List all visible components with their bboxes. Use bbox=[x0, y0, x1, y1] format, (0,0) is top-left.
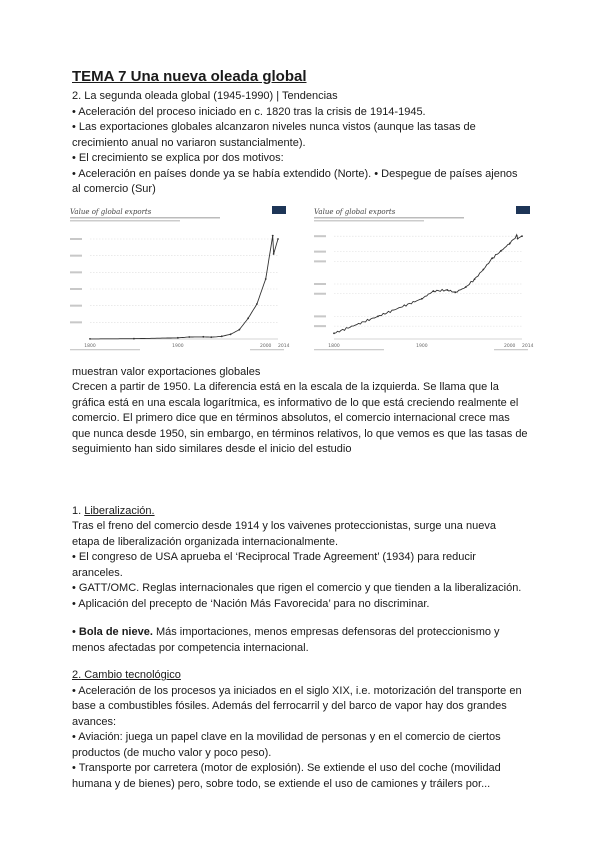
text-line: • El congreso de USA aprueba el ‘Reciprocal Trade Agreement’ (1934) para reducir bbox=[72, 551, 476, 563]
chart-y-tick-label bbox=[314, 250, 326, 252]
chart-x-tick-label: 1900 bbox=[172, 343, 184, 349]
chart-subtitle-line bbox=[70, 217, 220, 219]
chart-data-point bbox=[521, 235, 523, 237]
chart-data-point bbox=[446, 289, 448, 291]
chart-title: Value of global exports bbox=[70, 207, 152, 216]
text-line: • El crecimiento se explica por dos motivos: bbox=[72, 152, 284, 164]
text-line: • GATT/OMC. Reglas internacionales que rigen el comercio y que tienden a la liberalización. bbox=[72, 582, 522, 594]
text-line: Tras el freno del comercio desde 1914 y los vaivenes proteccionistas, surge una nueva bbox=[72, 520, 496, 532]
text-line: que nunca desde 1950, sin embargo, en términos relativos, lo que vemos es que las tasas de bbox=[72, 427, 528, 440]
chart-logo-badge bbox=[272, 206, 286, 214]
chart-y-tick-label bbox=[70, 254, 82, 256]
chart-x-tick-label: 1800 bbox=[84, 343, 96, 349]
chart-data-point bbox=[265, 278, 267, 280]
chart-series-line bbox=[90, 235, 278, 338]
chart-x-tick-label: 1900 bbox=[416, 343, 428, 349]
chart-license-note bbox=[250, 349, 284, 350]
chart-data-point bbox=[210, 336, 212, 338]
text-line: • Las exportaciones globales alcanzaron niveles nunca vistos (aunque las tasas de bbox=[72, 121, 476, 133]
chart-data-point bbox=[516, 234, 518, 236]
text-line: • Aplicación del precepto de ‘Nación Más Favorecida’ para no discriminar. bbox=[72, 597, 430, 610]
intro-block bbox=[72, 105, 534, 198]
text-line: humana y de bienes) pero, sobre todo, se extiende el uso de camiones y tráilers por... bbox=[72, 777, 491, 790]
chart-source-note bbox=[70, 349, 140, 350]
chart-data-point bbox=[247, 317, 249, 319]
chart-x-tick-label: 1800 bbox=[328, 343, 340, 349]
chart-linear-svg bbox=[64, 203, 290, 355]
text-line: Crecen a partir de 1950. La diferencia está en la escala de la izquierda. Se llama que la bbox=[72, 381, 499, 393]
chart-data-point bbox=[465, 286, 467, 288]
text-line: crecimiento anual no variaron sustancialmente). bbox=[72, 136, 306, 149]
page-title: TEMA 7 Una nueva oleada global bbox=[72, 68, 307, 85]
snowball-text: Más importaciones, menos empresas defensoras del proteccionismo y bbox=[152, 626, 500, 638]
bullet: • bbox=[72, 626, 79, 638]
explanation-block bbox=[72, 380, 534, 458]
chart-data-point bbox=[133, 337, 135, 339]
text-line: productos (de mucho valor y poco peso). bbox=[72, 746, 272, 759]
chart-data-point bbox=[273, 253, 275, 255]
chart-y-tick-label bbox=[314, 283, 326, 285]
text-line: etapa de liberalización organizada internacionalmente. bbox=[72, 535, 339, 548]
chart-y-tick-label bbox=[314, 235, 326, 237]
chart-subtitle-line bbox=[314, 217, 464, 219]
text-line: avances: bbox=[72, 715, 117, 728]
chart-data-point bbox=[188, 336, 190, 338]
chart-data-point bbox=[454, 291, 456, 293]
section-1-title: Liberalización. bbox=[84, 504, 155, 517]
chart-y-tick-label bbox=[314, 292, 326, 294]
chart-caption: muestran valor exportaciones globales bbox=[72, 365, 261, 378]
chart-y-tick-label bbox=[70, 321, 82, 323]
chart-data-point bbox=[517, 237, 519, 239]
chart-data-point bbox=[221, 335, 223, 337]
section-1-heading bbox=[72, 504, 534, 520]
section-2-heading: 2. Cambio tecnológico bbox=[72, 669, 181, 681]
text-line: • Transporte por carretera (motor de explosión). Se extiende el uso del coche (movilidad bbox=[72, 762, 501, 774]
chart-y-tick-label bbox=[70, 288, 82, 290]
chart-y-tick-label bbox=[70, 271, 82, 273]
chart-logo-badge bbox=[516, 206, 530, 214]
chart-license-note bbox=[494, 349, 528, 350]
chart-subtitle-line bbox=[70, 220, 180, 222]
chart-data-point bbox=[377, 315, 379, 317]
text-line: comercio. El primero dice que en términos absolutos, el comercio internacional crece mas bbox=[72, 412, 510, 424]
text-line: • Aceleración en países donde ya se había extendido (Norte). • Despegue de países ajenos bbox=[72, 167, 518, 180]
chart-data-point bbox=[230, 333, 232, 335]
chart-data-point bbox=[432, 290, 434, 292]
section-1-body bbox=[72, 519, 534, 612]
chart-subtitle-line bbox=[314, 220, 424, 222]
chart-x-tick-label: 2014 bbox=[278, 343, 290, 349]
text-line: menos afectadas por competencia internacional. bbox=[72, 641, 309, 654]
chart-y-tick-label bbox=[70, 238, 82, 240]
chart-data-point bbox=[277, 238, 279, 240]
text-line: aranceles. bbox=[72, 566, 123, 579]
charts-row bbox=[72, 203, 534, 361]
section-2-body bbox=[72, 684, 534, 793]
chart-log-svg bbox=[308, 203, 534, 355]
chart-data-point bbox=[509, 242, 511, 244]
chart-data-point bbox=[256, 303, 258, 305]
section-1-number: 1. bbox=[72, 504, 85, 517]
chart-y-tick-label bbox=[314, 315, 326, 317]
chart-x-tick-label: 2000 bbox=[503, 343, 516, 349]
text-line: gráfica está en una escala logarítmica, es informativo de lo que está creciendo realmente el bbox=[72, 396, 519, 409]
chart-data-point bbox=[482, 268, 484, 270]
chart-data-point bbox=[333, 332, 335, 334]
chart-y-tick-label bbox=[70, 304, 82, 306]
chart-y-tick-label bbox=[314, 325, 326, 327]
text-line: • Aceleración de los procesos ya iniciados en el siglo XIX, i.e. motorización del transporte en bbox=[72, 684, 522, 697]
snowball-line bbox=[72, 625, 534, 641]
text-line: seguimiento han sido similares desde el inicio del estudio bbox=[72, 443, 352, 455]
chart-linear bbox=[64, 203, 290, 355]
chart-data-point bbox=[421, 297, 423, 299]
snowball-term: Bola de nieve. bbox=[78, 626, 153, 638]
chart-x-tick-label: 2014 bbox=[522, 343, 534, 349]
chart-data-point bbox=[238, 328, 240, 330]
chart-log bbox=[308, 203, 534, 355]
subtitle: 2. La segunda oleada global (1945-1990) | Tendencias bbox=[72, 90, 338, 102]
text-line: • Aviación: juega un papel clave en la movilidad de personas y en el comercio de ciertos bbox=[72, 731, 501, 743]
text-line: • Aceleración del proceso iniciado en c. 1820 tras la crisis de 1914-1945. bbox=[72, 105, 426, 118]
chart-title: Value of global exports bbox=[314, 207, 396, 216]
chart-data-point bbox=[177, 336, 179, 338]
chart-source-note bbox=[314, 349, 384, 350]
chart-data-point bbox=[474, 278, 476, 280]
chart-data-point bbox=[500, 250, 502, 252]
document-page bbox=[72, 68, 534, 792]
chart-data-point bbox=[272, 234, 274, 236]
chart-data-point bbox=[491, 257, 493, 259]
chart-x-tick-label: 2000 bbox=[259, 343, 272, 349]
chart-data-point bbox=[89, 338, 91, 340]
text-line: base a combustibles fósiles. Además del ferrocarril y del barco de vapor hay dos grandes bbox=[72, 700, 507, 712]
text-line: al comercio (Sur) bbox=[72, 183, 156, 195]
chart-y-tick-label bbox=[314, 260, 326, 262]
chart-data-point bbox=[202, 335, 204, 337]
